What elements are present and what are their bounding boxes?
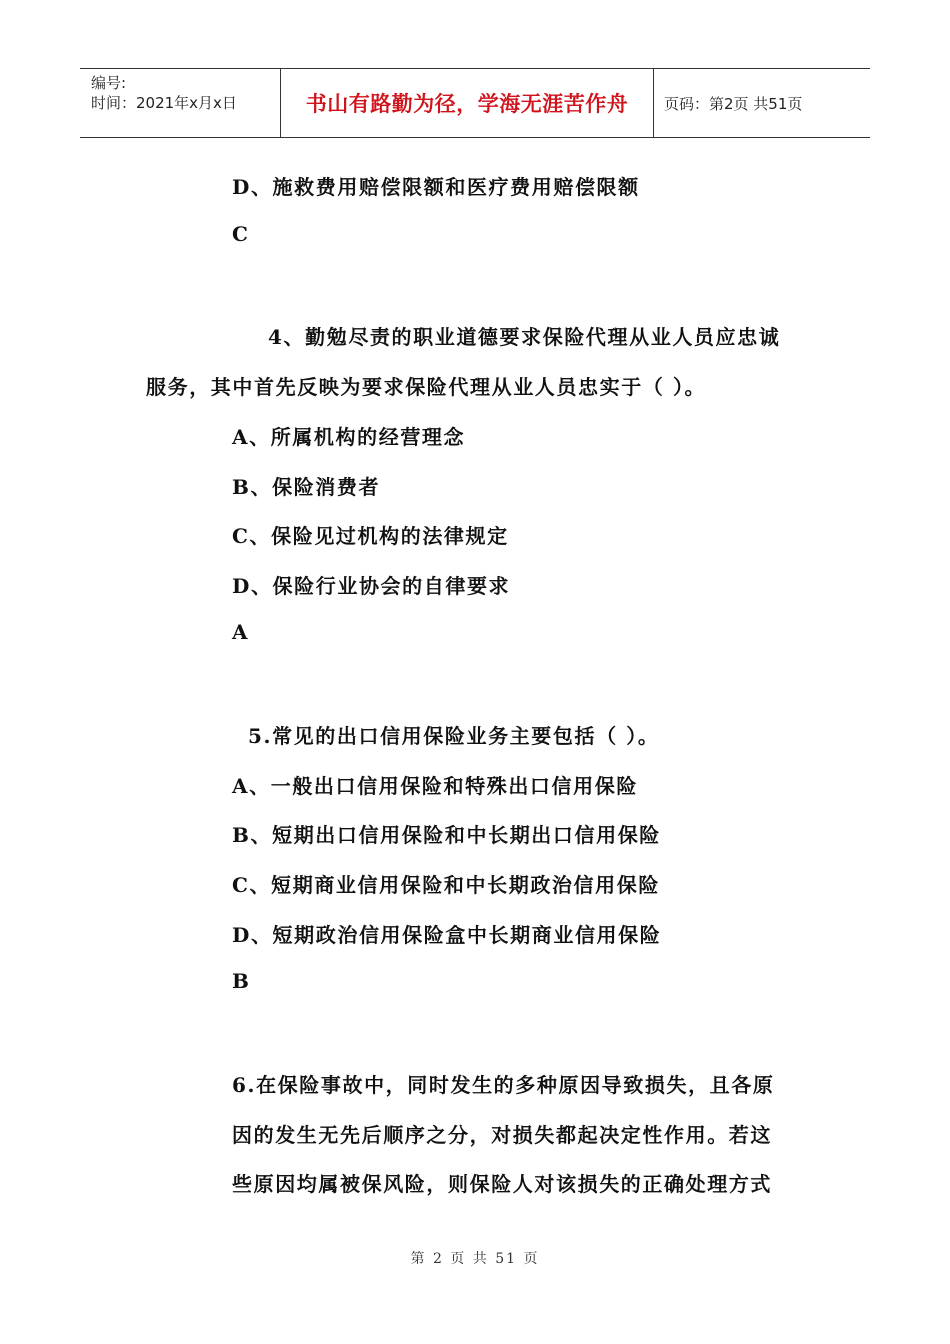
number-label: 编号:: [91, 74, 127, 92]
q5-option-d: D、短期政治信用保险盒中长期商业信用保险: [232, 923, 662, 947]
q6-text-line3: 些原因均属被保风险，则保险人对该损失的正确处理方式: [232, 1172, 772, 1196]
q5-option-a: A、一般出口信用保险和特殊出口信用保险: [232, 774, 638, 798]
q4-option-d: D、保险行业协会的自律要求: [232, 574, 511, 598]
q5-text-line1: 5.常见的出口信用保险业务主要包括（ ）。: [248, 724, 660, 748]
q3-option-d: D、施救费用赔偿限额和医疗费用赔偿限额: [232, 175, 640, 199]
q4-text-line1: 4、勤勉尽责的职业道德要求保险代理从业人员应忠诚: [268, 325, 781, 349]
q4-option-a: A、所属机构的经营理念: [232, 425, 466, 449]
header-motto: 书山有路勤为径，学海无涯苦作舟: [281, 69, 654, 137]
q5-option-c: C、短期商业信用保险和中长期政治信用保险: [232, 873, 660, 897]
q4-option-c: C、保险见过机构的法律规定: [232, 524, 509, 548]
q5-option-b: B、短期出口信用保险和中长期出口信用保险: [232, 823, 661, 847]
header-meta: [80, 69, 281, 137]
q6-text-line1: 6.在保险事故中，同时发生的多种原因导致损失，且各原: [232, 1073, 775, 1097]
q6-text-line2: 因的发生无先后顺序之分，对损失都起决定性作用。若这: [232, 1123, 772, 1147]
time-label: 时间：2021年x月x日: [91, 94, 237, 112]
q4-answer: A: [232, 620, 248, 644]
header-page-info: 页码：第2页 共51页: [664, 94, 803, 113]
page-footer: 第 2 页 共 51 页: [410, 1251, 540, 1267]
q5-answer: B: [232, 969, 249, 993]
q4-text-line2: 服务，其中首先反映为要求保险代理从业人员忠实于（ ）。: [146, 375, 707, 399]
q4-option-b: B、保险消费者: [232, 475, 381, 499]
page-header: [80, 68, 870, 138]
q3-answer: C: [232, 222, 248, 246]
